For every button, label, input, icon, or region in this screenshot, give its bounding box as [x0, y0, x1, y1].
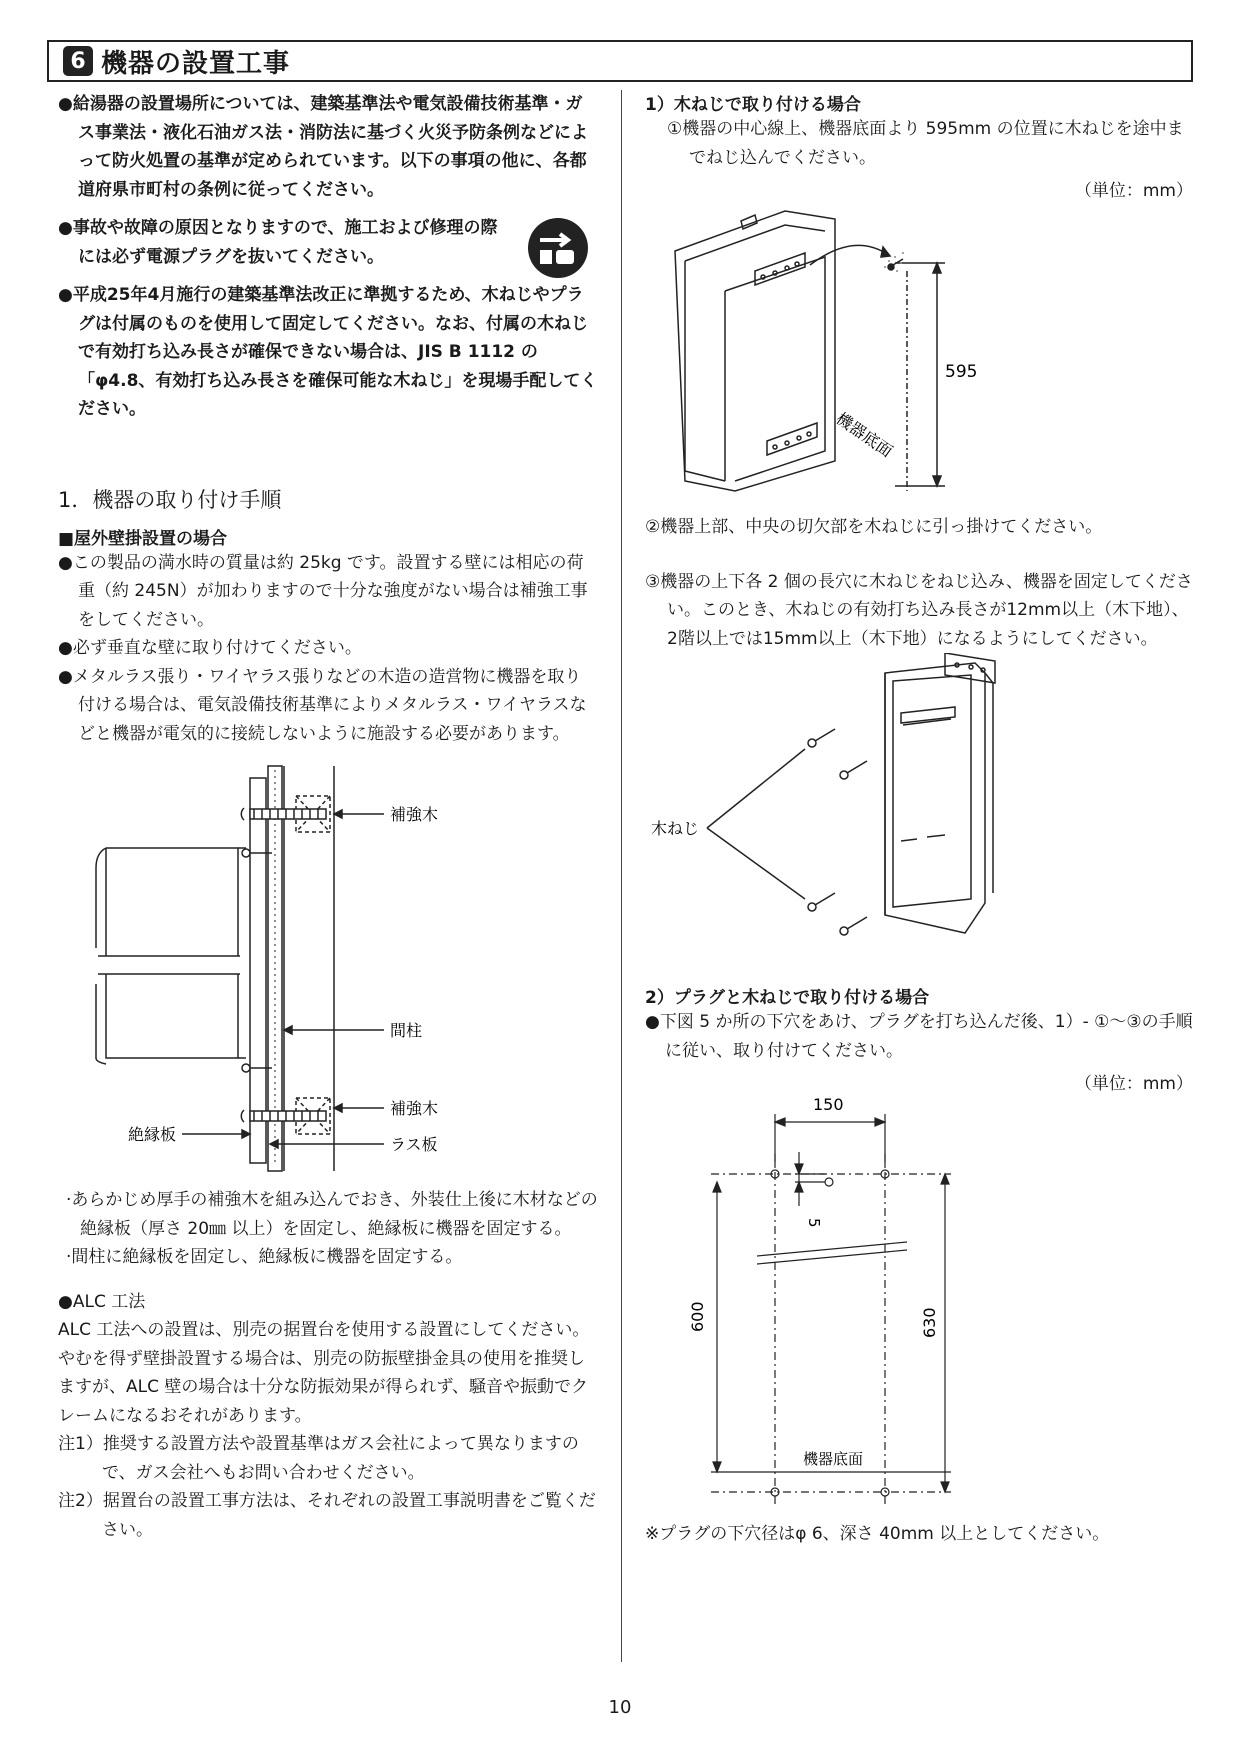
label-stud: 間柱 — [390, 1021, 423, 1040]
hole-layout-diagram — [645, 1094, 1193, 1514]
dim-5: 5 — [805, 1218, 823, 1228]
procedure-heading: 1．機器の取り付け手順 — [58, 487, 282, 512]
label-unit-bottom-1: 機器底面 — [832, 408, 897, 461]
alc-text: ALC 工法への設置は、別売の据置台を使用する設置にしてください。やむを得ず壁掛設置する場合は、別売の防振壁掛金具の使用を推奨しますが、ALC 壁の場合は十分な防振効果が得られず、騒音や振動でクレームになるおそれがあります。 — [58, 1320, 590, 1426]
wall-screw-diagram — [645, 201, 1193, 501]
section-number-badge: 6 — [63, 46, 93, 76]
step-1: ①機器の中心線上、機器底面より 595mm の位置に木ねじを途中までねじ込んでください。 — [667, 119, 1184, 168]
section-header — [47, 40, 1193, 82]
footnote: ※プラグの下穴径はφ 6、深さ 40mm 以上としてください。 — [645, 1524, 1110, 1544]
label-reinforce-wood-top: 補強木 — [390, 805, 439, 824]
dim-150: 150 — [813, 1095, 844, 1114]
outdoor-wall-subheading: ■屋外壁掛設置の場合 — [58, 528, 228, 549]
plug-heading: 2）プラグと木ねじで取り付ける場合 — [645, 988, 930, 1008]
screw-fixing-diagram — [645, 653, 1193, 953]
plug-text: ●下図 5 か所の下穴をあけ、プラグを打ち込んだ後、1）- ①～③の手順に従い、取り付けてください。 — [645, 1012, 1193, 1061]
dim-600: 600 — [688, 1301, 707, 1332]
right-column — [645, 90, 1193, 1549]
left-column — [58, 90, 598, 1544]
label-insulation-board: 絶縁板 — [128, 1125, 177, 1144]
intro-bullet-1: ●給湯器の設置場所については、建築基準法や電気設備技術基準・ガス事業法・液化石油ガス法・消防法に基づく火災予防条例などによって防火処置の基準が定められています。以下の事項の他に、各都道府県市町村の条例に従ってください。 — [58, 94, 588, 200]
label-unit-bottom-2: 機器底面 — [803, 1450, 864, 1468]
note-2: 注2）据置台の設置工事方法は、それぞれの設置工事説明書をご覧ください。 — [58, 1491, 596, 1540]
unplug-warning — [58, 214, 598, 271]
insulation-note-1: ·あらかじめ厚手の補強木を組み込んでおき、外装仕上後に木材などの絶縁板（厚さ 20㎜ 以上）を固定し、絶縁板に機器を固定する。 — [66, 1190, 598, 1239]
label-wood-screw: 木ねじ — [651, 819, 700, 838]
alc-heading: ●ALC 工法 — [58, 1291, 146, 1312]
intro-bullet-3: ●平成25年4月施行の建築基準法改正に準拠するため、木ねじやプラグは付属のものを使用して固定してください。なお、付属の木ねじで有効打ち込み長さが確保できない場合は、JIS B 1112 の「φ4.8、有効打ち込み長さを確保可能な木ねじ」を現場手配してください。 — [58, 285, 598, 419]
label-lath-board: ラス板 — [390, 1135, 438, 1154]
step-2: ②機器上部、中央の切欠部を木ねじに引っ掛けてください。 — [645, 517, 1103, 537]
unit-label-1: （単位：mm） — [1074, 181, 1193, 201]
wood-screw-heading: 1）木ねじで取り付ける場合 — [645, 95, 861, 115]
page-number: 10 — [608, 1697, 632, 1718]
insulation-note-2: ·間柱に絶縁板を固定し、絶縁板に機器を固定する。 — [66, 1247, 463, 1267]
dim-630: 630 — [920, 1307, 939, 1338]
wall-section-diagram — [58, 758, 598, 1178]
unplug-icon — [526, 216, 590, 280]
metal-lath-bullet: ●メタルラス張り・ワイヤラス張りなどの木造の造営物に機器を取り付ける場合は、電気設備技術基準によりメタルラス・ワイヤラスなどと機器が電気的に接続しないように施設する必要があります。 — [58, 666, 587, 744]
note-1: 注1）推奨する設置方法や設置基準はガス会社によって異なりますので、ガス会社へもお問い合わせください。 — [58, 1434, 579, 1483]
intro-bullet-2: ●事故や故障の原因となりますので、施工および修理の際には必ず電源プラグを抜いてください。 — [58, 218, 498, 267]
step-3: ③機器の上下各 2 個の長穴に木ねじをねじ込み、機器を固定してください。このとき、木ねじの有効打ち込み長さが12mm以上（木下地）、2階以上では15mm以上（木下地）になるようにしてください。 — [645, 571, 1193, 649]
unit-label-2: （単位：mm） — [1074, 1074, 1193, 1094]
column-divider — [621, 90, 622, 1662]
section-title: 機器の設置工事 — [101, 48, 291, 79]
dim-595: 595 — [945, 362, 978, 382]
label-reinforce-wood-bottom: 補強木 — [390, 1099, 439, 1118]
weight-bullet: ●この製品の満水時の質量は約 25kg です。設置する壁には相応の荷重（約 245N）が加わりますので十分な強度がない場合は補強工事をしてください。 — [58, 552, 588, 630]
vertical-wall-bullet: ●必ず垂直な壁に取り付けてください。 — [58, 638, 362, 658]
